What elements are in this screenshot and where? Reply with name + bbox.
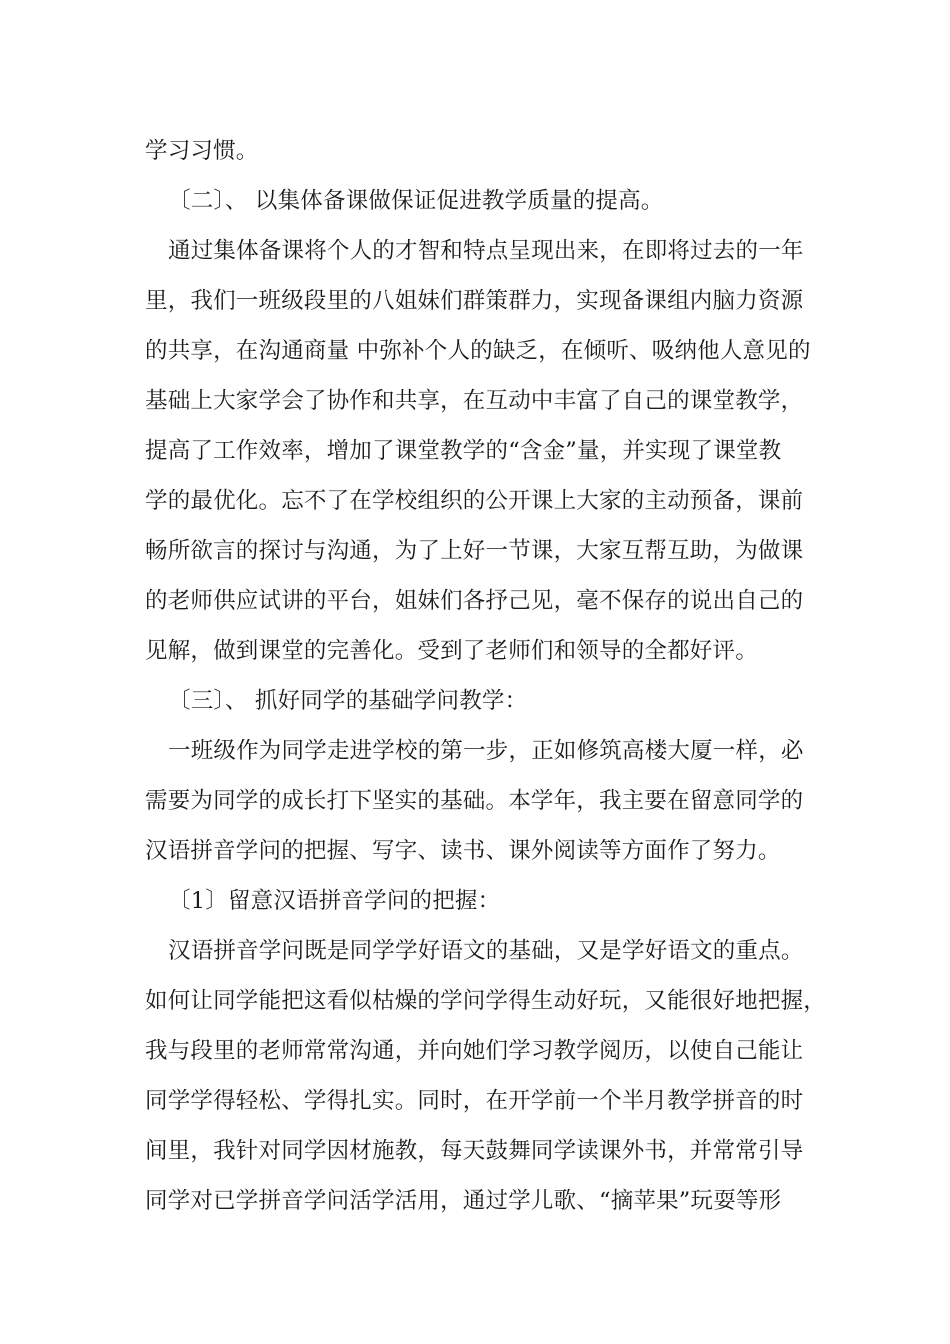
- paragraph-line: 提高了工作效率，增加了课堂教学的“含金”量，并实现了课堂教: [145, 438, 782, 464]
- subsection-heading: 〔1〕留意汉语拼音学问的把握：: [168, 888, 501, 914]
- paragraph-line: 我与段里的老师常常沟通，并向她们学习教学阅历，以使自己能让: [145, 1038, 804, 1064]
- paragraph-line: 汉语拼音学问既是同学学好语文的基础，又是学好语文的重点。: [168, 938, 804, 964]
- section-heading: 〔二〕、 以集体备课做保证促进教学质量的提高。: [168, 188, 664, 214]
- paragraph-line: 通过集体备课将个人的才智和特点呈现出来，在即将过去的一年: [168, 238, 804, 264]
- paragraph-line: 同学学得轻松、学得扎实。同时，在开学前一个半月教学拼音的时: [145, 1088, 804, 1114]
- paragraph-line: 汉语拼音学问的把握、写字、读书、课外阅读等方面作了努力。: [145, 838, 781, 864]
- section-heading: 〔三〕、 抓好同学的基础学问教学：: [168, 688, 528, 714]
- paragraph-line: 里，我们一班级段里的八姐妹们群策群力，实现备课组内脑力资源: [145, 288, 804, 314]
- paragraph-line: 畅所欲言的探讨与沟通，为了上好一节课，大家互帮互助，为做课: [145, 538, 804, 564]
- paragraph-line: 的老师供应试讲的平台，姐妹们各抒己见，毫不保存的说出自己的: [145, 588, 804, 614]
- paragraph-line: 见解，做到课堂的完善化。受到了老师们和领导的全都好评。: [145, 638, 758, 664]
- paragraph-line: 需要为同学的成长打下坚实的基础。本学年，我主要在留意同学的: [145, 788, 804, 814]
- paragraph-line: 同学对已学拼音学问活学活用，通过学儿歌、“摘苹果”玩耍等形: [145, 1188, 782, 1214]
- paragraph-line: 间里，我针对同学因材施教，每天鼓舞同学读课外书，并常常引导: [145, 1138, 804, 1164]
- paragraph-line: 基础上大家学会了协作和共享，在互动中丰富了自己的课堂教学，: [145, 388, 804, 414]
- paragraph-line: 学的最优化。忘不了在学校组织的公开课上大家的主动预备，课前: [145, 488, 804, 514]
- paragraph-line: 学习习惯。: [145, 138, 259, 164]
- paragraph-line: 如何让同学能把这看似枯燥的学问学得生动好玩，又能很好地把握，: [145, 988, 827, 1014]
- paragraph-line: 的共享，在沟通商量 中弥补个人的缺乏，在倾听、吸纳他人意见的: [145, 338, 811, 364]
- paragraph-line: 一班级作为同学走进学校的第一步，正如修筑高楼大厦一样，必: [168, 738, 804, 764]
